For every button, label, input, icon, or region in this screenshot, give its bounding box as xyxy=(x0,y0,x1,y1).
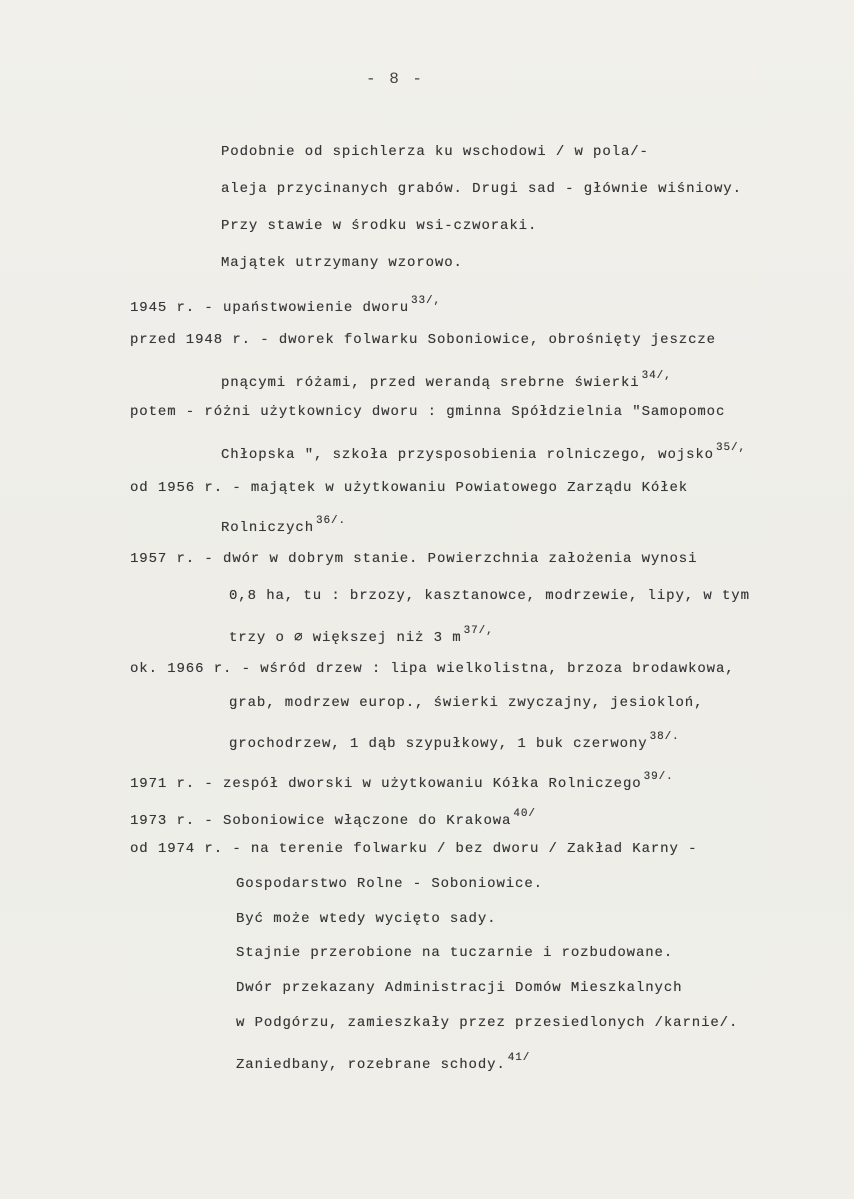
chronology-entry: przed 1948 r. - dworek folwarku Soboniowice, obrośnięty jeszcze xyxy=(130,332,716,348)
chronology-entry: 1973 r. - Soboniowice włączone do Krakowa $^{40/}$ xyxy=(130,808,536,829)
chronology-entry: 1945 r. - upaństwowienie dworu $^{33/,}$ xyxy=(130,295,442,316)
text-line: Dwór przekazany Administracji Domów Mieszkalnych xyxy=(236,980,683,996)
text-line: Zaniedbany, rozebrane schody. $^{41/}$ xyxy=(236,1052,531,1073)
footnote-ref: 34/, xyxy=(641,370,672,382)
text-line: Podobnie od spichlerza ku wschodowi / w pola/- xyxy=(221,144,649,160)
text-line: Chłopska ", szkoła przysposobienia rolniczego, wojsko $^{35/,}$ xyxy=(221,442,746,463)
footnote-ref: 36/. xyxy=(316,515,347,527)
text-line: aleja przycinanych grabów. Drugi sad - głównie wiśniowy. xyxy=(221,181,742,197)
chronology-entry: potem - różni użytkownicy dworu : gminna Spółdzielnia "Samopomoc xyxy=(130,404,726,420)
text-line: w Podgórzu, zamieszkały przez przesiedlonych /karnie/. xyxy=(236,1015,739,1031)
text-line: Gospodarstwo Rolne - Soboniowice. xyxy=(236,876,543,892)
chronology-entry: 1971 r. - zespół dworski w użytkowaniu Kółka Rolniczego $^{39/.}$ xyxy=(130,771,674,792)
text-line: trzy o ∅ większej niż 3 m $^{37/,}$ xyxy=(229,625,494,646)
footnote-ref: 35/, xyxy=(715,442,746,454)
text-line: Przy stawie w środku wsi-czworaki. xyxy=(221,218,538,234)
chronology-entry: od 1974 r. - na terenie folwarku / bez dworu / Zakład Karny - xyxy=(130,841,698,857)
text-line: Majątek utrzymany wzorowo. xyxy=(221,255,463,271)
text-line: grab, modrzew europ., świerki zwyczajny, jesiokloń, xyxy=(229,695,704,711)
text-line: 0,8 ha, tu : brzozy, kasztanowce, modrzewie, lipy, w tym xyxy=(229,588,750,604)
chronology-entry: ok. 1966 r. - wśród drzew : lipa wielkolistna, brzoza brodawkowa, xyxy=(130,661,735,677)
text-line: Stajnie przerobione na tuczarnie i rozbudowane. xyxy=(236,945,674,961)
chronology-entry: 1957 r. - dwór w dobrym stanie. Powierzchnia założenia wynosi xyxy=(130,551,698,567)
text-line: Rolniczych $^{36/.}$ xyxy=(221,515,347,536)
text-line: grochodrzew, 1 dąb szypułkowy, 1 buk czerwony $^{38/.}$ xyxy=(229,731,680,752)
footnote-ref: 41/ xyxy=(507,1052,531,1064)
footnote-ref: 33/, xyxy=(411,295,442,307)
text-line: Być może wtedy wycięto sady. xyxy=(236,911,497,927)
page-number: - 8 - xyxy=(365,70,424,88)
footnote-ref: 39/. xyxy=(643,771,674,783)
chronology-entry: od 1956 r. - majątek w użytkowaniu Powiatowego Zarządu Kółek xyxy=(130,480,689,496)
footnote-ref: 38/. xyxy=(649,731,680,743)
footnote-ref: 37/, xyxy=(463,625,494,637)
text-line: pnącymi różami, przed werandą srebrne świerki $^{34/,}$ xyxy=(221,370,672,391)
footnote-ref: 40/ xyxy=(513,808,536,820)
